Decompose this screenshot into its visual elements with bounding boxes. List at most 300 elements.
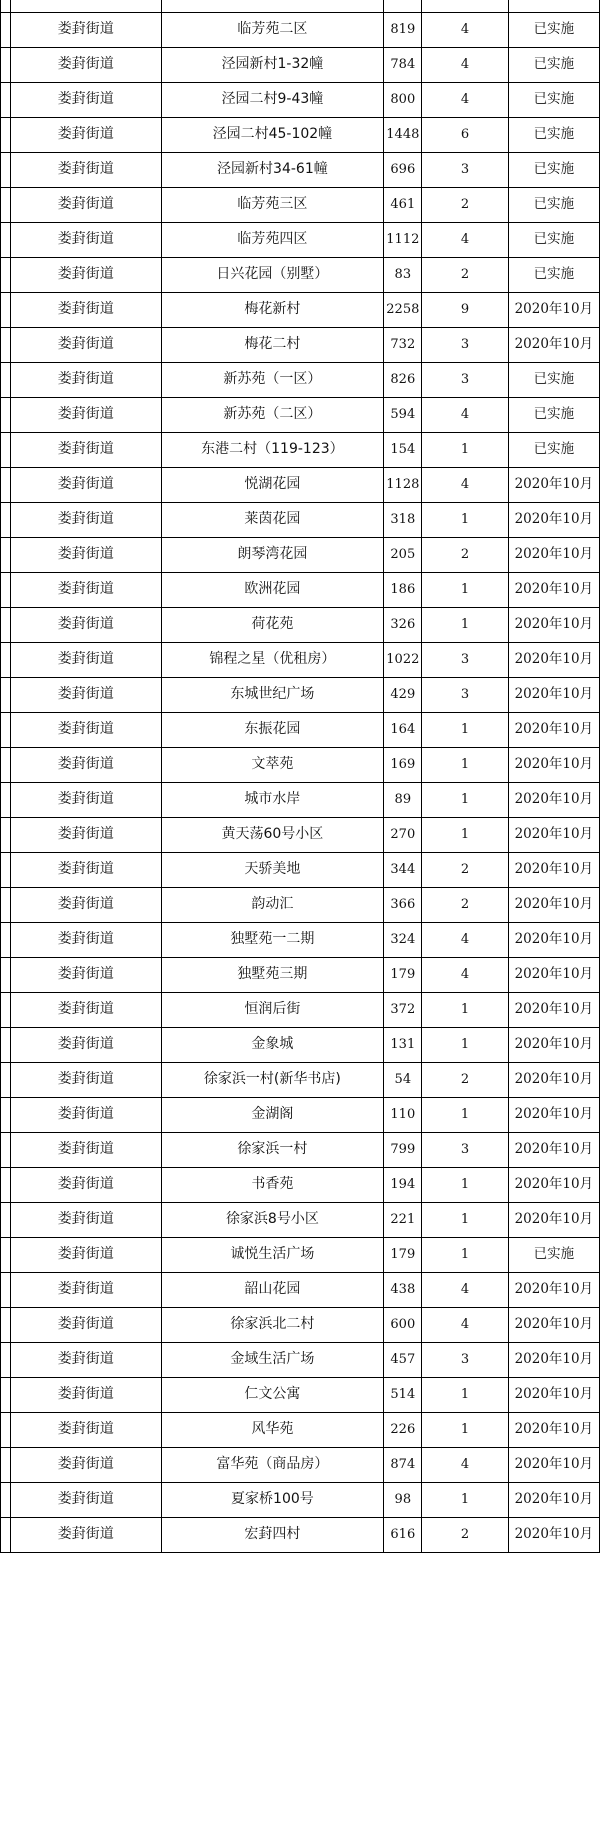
cell-community: 仁文公寓 xyxy=(161,1377,384,1412)
cell-points: 1 xyxy=(422,1202,508,1237)
cell-community: 莱茵花园 xyxy=(161,502,384,537)
cell-households: 179 xyxy=(384,957,422,992)
cell-households: 270 xyxy=(384,817,422,852)
cell-margin xyxy=(1,782,11,817)
cell-status: 2020年10月 xyxy=(508,537,599,572)
cell-street: 娄葑街道 xyxy=(11,1062,162,1097)
table-row xyxy=(1,1447,600,1482)
cell-points: 3 xyxy=(422,1342,508,1377)
table-row xyxy=(1,677,600,712)
cell-points: 3 xyxy=(422,642,508,677)
cell-points: 3 xyxy=(422,362,508,397)
cell-margin xyxy=(1,47,11,82)
cell-points: 1 xyxy=(422,1167,508,1202)
table-row xyxy=(1,572,600,607)
table-row xyxy=(1,537,600,572)
table-row xyxy=(1,1167,600,1202)
cell-street: 娄葑街道 xyxy=(11,502,162,537)
cell-community: 金湖阁 xyxy=(161,1097,384,1132)
cell-street: 娄葑街道 xyxy=(11,327,162,362)
cell-street: 娄葑街道 xyxy=(11,1447,162,1482)
cell-status: 2020年10月 xyxy=(508,852,599,887)
cell-status: 2020年10月 xyxy=(508,607,599,642)
cell-status: 已实施 xyxy=(508,362,599,397)
cell-street: 娄葑街道 xyxy=(11,152,162,187)
cell-community: 韵动汇 xyxy=(161,887,384,922)
cell-community xyxy=(161,0,384,12)
table-row xyxy=(1,1412,600,1447)
cell-street: 娄葑街道 xyxy=(11,1517,162,1552)
cell-street: 娄葑街道 xyxy=(11,1272,162,1307)
cell-margin xyxy=(1,747,11,782)
cell-street: 娄葑街道 xyxy=(11,712,162,747)
cell-households: 366 xyxy=(384,887,422,922)
cell-street: 娄葑街道 xyxy=(11,992,162,1027)
cell-points: 2 xyxy=(422,1517,508,1552)
cell-community: 荷花苑 xyxy=(161,607,384,642)
cell-status: 2020年10月 xyxy=(508,1447,599,1482)
cell-status: 2020年10月 xyxy=(508,1272,599,1307)
cell-households: 600 xyxy=(384,1307,422,1342)
cell-community: 徐家浜一村 xyxy=(161,1132,384,1167)
cell-margin xyxy=(1,397,11,432)
cell-points: 4 xyxy=(422,922,508,957)
cell-households: 514 xyxy=(384,1377,422,1412)
cell-community: 风华苑 xyxy=(161,1412,384,1447)
cell-street: 娄葑街道 xyxy=(11,1097,162,1132)
cell-community: 宏葑四村 xyxy=(161,1517,384,1552)
cell-margin xyxy=(1,1237,11,1272)
cell-points: 1 xyxy=(422,432,508,467)
cell-street: 娄葑街道 xyxy=(11,467,162,502)
cell-street xyxy=(11,0,162,12)
cell-street: 娄葑街道 xyxy=(11,432,162,467)
cell-community: 泾园新村1-32幢 xyxy=(161,47,384,82)
cell-status: 2020年10月 xyxy=(508,642,599,677)
cell-street: 娄葑街道 xyxy=(11,257,162,292)
cell-street: 娄葑街道 xyxy=(11,1237,162,1272)
cell-households: 457 xyxy=(384,1342,422,1377)
cell-margin xyxy=(1,537,11,572)
cell-points: 4 xyxy=(422,467,508,502)
cell-points: 2 xyxy=(422,852,508,887)
table-row xyxy=(1,82,600,117)
table-row xyxy=(1,1237,600,1272)
cell-community: 徐家浜一村(新华书店) xyxy=(161,1062,384,1097)
cell-households: 616 xyxy=(384,1517,422,1552)
cell-points: 4 xyxy=(422,1447,508,1482)
cell-community: 东振花园 xyxy=(161,712,384,747)
cell-status: 已实施 xyxy=(508,82,599,117)
cell-households: 194 xyxy=(384,1167,422,1202)
cell-points: 6 xyxy=(422,117,508,152)
table-row xyxy=(1,957,600,992)
cell-street: 娄葑街道 xyxy=(11,677,162,712)
cell-margin xyxy=(1,817,11,852)
cell-margin xyxy=(1,1342,11,1377)
cell-street: 娄葑街道 xyxy=(11,817,162,852)
cell-margin xyxy=(1,922,11,957)
cell-status: 2020年10月 xyxy=(508,782,599,817)
cell-points: 4 xyxy=(422,82,508,117)
cell-households: 54 xyxy=(384,1062,422,1097)
cell-community: 独墅苑一二期 xyxy=(161,922,384,957)
cell-status: 2020年10月 xyxy=(508,292,599,327)
cell-community: 悦湖花园 xyxy=(161,467,384,502)
cell-households: 696 xyxy=(384,152,422,187)
cell-status: 已实施 xyxy=(508,222,599,257)
cell-street: 娄葑街道 xyxy=(11,572,162,607)
cell-margin xyxy=(1,362,11,397)
cell-households: 784 xyxy=(384,47,422,82)
cell-status: 2020年10月 xyxy=(508,1132,599,1167)
cell-margin xyxy=(1,677,11,712)
table-row xyxy=(1,117,600,152)
cell-status: 已实施 xyxy=(508,187,599,222)
cell-points: 4 xyxy=(422,222,508,257)
cell-community: 城市水岸 xyxy=(161,782,384,817)
table-row xyxy=(1,1517,600,1552)
cell-margin xyxy=(1,432,11,467)
cell-community: 新苏苑（一区） xyxy=(161,362,384,397)
table-row xyxy=(1,1132,600,1167)
cell-households: 1112 xyxy=(384,222,422,257)
table-row xyxy=(1,1027,600,1062)
cell-points: 9 xyxy=(422,292,508,327)
cell-community: 诚悦生活广场 xyxy=(161,1237,384,1272)
cell-households: 429 xyxy=(384,677,422,712)
cell-points: 1 xyxy=(422,1482,508,1517)
cell-households: 318 xyxy=(384,502,422,537)
table-row xyxy=(1,1097,600,1132)
cell-households: 89 xyxy=(384,782,422,817)
cell-community: 夏家桥100号 xyxy=(161,1482,384,1517)
table-row xyxy=(1,292,600,327)
cell-points: 3 xyxy=(422,152,508,187)
table-row xyxy=(1,1377,600,1412)
cell-margin xyxy=(1,1447,11,1482)
table-row xyxy=(1,467,600,502)
cell-margin xyxy=(1,292,11,327)
cell-points: 2 xyxy=(422,1062,508,1097)
cell-status: 已实施 xyxy=(508,47,599,82)
cell-community: 东城世纪广场 xyxy=(161,677,384,712)
cell-status: 已实施 xyxy=(508,117,599,152)
cell-community: 欧洲花园 xyxy=(161,572,384,607)
cell-points: 1 xyxy=(422,1097,508,1132)
table-row xyxy=(1,502,600,537)
cell-community: 东港二村（119-123） xyxy=(161,432,384,467)
cell-status: 已实施 xyxy=(508,12,599,47)
cell-street: 娄葑街道 xyxy=(11,607,162,642)
cell-status: 2020年10月 xyxy=(508,957,599,992)
cell-margin xyxy=(1,607,11,642)
cell-community: 泾园二村9-43幢 xyxy=(161,82,384,117)
table-row xyxy=(1,922,600,957)
table-row xyxy=(1,397,600,432)
cell-points: 2 xyxy=(422,257,508,292)
cell-status: 已实施 xyxy=(508,257,599,292)
cell-street: 娄葑街道 xyxy=(11,852,162,887)
cell-community: 新苏苑（二区） xyxy=(161,397,384,432)
cell-community: 书香苑 xyxy=(161,1167,384,1202)
cell-points: 4 xyxy=(422,1307,508,1342)
cell-status: 2020年10月 xyxy=(508,1482,599,1517)
cell-community: 朗琴湾花园 xyxy=(161,537,384,572)
cell-status: 已实施 xyxy=(508,397,599,432)
cell-margin xyxy=(1,1132,11,1167)
cell-households xyxy=(384,0,422,12)
cell-margin xyxy=(1,1482,11,1517)
cell-households: 326 xyxy=(384,607,422,642)
cell-margin xyxy=(1,642,11,677)
table-row xyxy=(1,222,600,257)
cell-margin xyxy=(1,852,11,887)
cell-street: 娄葑街道 xyxy=(11,1202,162,1237)
cell-households: 131 xyxy=(384,1027,422,1062)
cell-status: 2020年10月 xyxy=(508,817,599,852)
cell-points: 4 xyxy=(422,47,508,82)
cell-households: 799 xyxy=(384,1132,422,1167)
cell-status: 已实施 xyxy=(508,432,599,467)
cell-status: 2020年10月 xyxy=(508,1342,599,1377)
cell-street: 娄葑街道 xyxy=(11,1412,162,1447)
cell-households: 164 xyxy=(384,712,422,747)
cell-margin xyxy=(1,222,11,257)
table-row xyxy=(1,327,600,362)
cell-street: 娄葑街道 xyxy=(11,292,162,327)
cell-points xyxy=(422,0,508,12)
cell-street: 娄葑街道 xyxy=(11,1307,162,1342)
cell-street: 娄葑街道 xyxy=(11,117,162,152)
cell-community: 文萃苑 xyxy=(161,747,384,782)
cell-households: 205 xyxy=(384,537,422,572)
cell-street: 娄葑街道 xyxy=(11,47,162,82)
cell-points: 1 xyxy=(422,817,508,852)
cell-street: 娄葑街道 xyxy=(11,1132,162,1167)
table-row xyxy=(1,747,600,782)
cell-status: 2020年10月 xyxy=(508,1167,599,1202)
cell-points: 3 xyxy=(422,677,508,712)
cell-margin xyxy=(1,327,11,362)
cell-points: 1 xyxy=(422,1027,508,1062)
cell-street: 娄葑街道 xyxy=(11,922,162,957)
cell-community: 黄天荡60号小区 xyxy=(161,817,384,852)
cell-margin xyxy=(1,1412,11,1447)
cell-community: 梅花二村 xyxy=(161,327,384,362)
cell-households: 594 xyxy=(384,397,422,432)
cell-points: 4 xyxy=(422,957,508,992)
cell-points: 4 xyxy=(422,12,508,47)
cell-street: 娄葑街道 xyxy=(11,1377,162,1412)
cell-margin xyxy=(1,1377,11,1412)
cell-households: 154 xyxy=(384,432,422,467)
table-row xyxy=(1,152,600,187)
cell-households: 874 xyxy=(384,1447,422,1482)
cell-street: 娄葑街道 xyxy=(11,887,162,922)
table-row xyxy=(1,992,600,1027)
cell-margin xyxy=(1,257,11,292)
table-row xyxy=(1,187,600,222)
cell-points: 4 xyxy=(422,397,508,432)
cell-points: 4 xyxy=(422,1272,508,1307)
cell-margin xyxy=(1,1517,11,1552)
cell-margin xyxy=(1,1167,11,1202)
cell-status: 2020年10月 xyxy=(508,992,599,1027)
cell-households: 1128 xyxy=(384,467,422,502)
cell-points: 1 xyxy=(422,1237,508,1272)
cell-households: 186 xyxy=(384,572,422,607)
cell-street: 娄葑街道 xyxy=(11,1167,162,1202)
table-row-partial xyxy=(1,0,600,12)
table-row xyxy=(1,1062,600,1097)
cell-households: 1448 xyxy=(384,117,422,152)
cell-status: 2020年10月 xyxy=(508,327,599,362)
cell-margin xyxy=(1,152,11,187)
cell-community: 梅花新村 xyxy=(161,292,384,327)
table-row xyxy=(1,362,600,397)
cell-households: 372 xyxy=(384,992,422,1027)
cell-status: 2020年10月 xyxy=(508,887,599,922)
cell-community: 临芳苑四区 xyxy=(161,222,384,257)
cell-status: 2020年10月 xyxy=(508,1307,599,1342)
cell-status: 2020年10月 xyxy=(508,1202,599,1237)
cell-street: 娄葑街道 xyxy=(11,12,162,47)
cell-households: 324 xyxy=(384,922,422,957)
cell-households: 83 xyxy=(384,257,422,292)
cell-community: 临芳苑二区 xyxy=(161,12,384,47)
cell-status: 2020年10月 xyxy=(508,1412,599,1447)
cell-points: 1 xyxy=(422,747,508,782)
cell-households: 819 xyxy=(384,12,422,47)
cell-households: 800 xyxy=(384,82,422,117)
cell-status: 2020年10月 xyxy=(508,922,599,957)
table-row xyxy=(1,257,600,292)
table-row xyxy=(1,607,600,642)
cell-households: 826 xyxy=(384,362,422,397)
cell-margin xyxy=(1,0,11,12)
cell-points: 2 xyxy=(422,187,508,222)
cell-status: 2020年10月 xyxy=(508,712,599,747)
cell-households: 2258 xyxy=(384,292,422,327)
cell-households: 110 xyxy=(384,1097,422,1132)
cell-status: 2020年10月 xyxy=(508,467,599,502)
cell-points: 3 xyxy=(422,1132,508,1167)
table-row xyxy=(1,12,600,47)
cell-status xyxy=(508,0,599,12)
cell-status: 2020年10月 xyxy=(508,1097,599,1132)
cell-status: 2020年10月 xyxy=(508,1377,599,1412)
table-row xyxy=(1,887,600,922)
cell-margin xyxy=(1,1202,11,1237)
cell-margin xyxy=(1,1062,11,1097)
table-row xyxy=(1,1307,600,1342)
cell-margin xyxy=(1,1307,11,1342)
cell-margin xyxy=(1,572,11,607)
cell-community: 富华苑（商品房） xyxy=(161,1447,384,1482)
cell-community: 恒润后街 xyxy=(161,992,384,1027)
cell-households: 98 xyxy=(384,1482,422,1517)
cell-margin xyxy=(1,957,11,992)
cell-points: 1 xyxy=(422,992,508,1027)
cell-households: 732 xyxy=(384,327,422,362)
cell-community: 锦程之星（优租房） xyxy=(161,642,384,677)
cell-community: 天骄美地 xyxy=(161,852,384,887)
cell-points: 1 xyxy=(422,572,508,607)
cell-community: 独墅苑三期 xyxy=(161,957,384,992)
cell-community: 泾园二村45-102幢 xyxy=(161,117,384,152)
cell-points: 1 xyxy=(422,1377,508,1412)
cell-street: 娄葑街道 xyxy=(11,222,162,257)
cell-margin xyxy=(1,12,11,47)
cell-margin xyxy=(1,1097,11,1132)
cell-street: 娄葑街道 xyxy=(11,957,162,992)
cell-points: 3 xyxy=(422,327,508,362)
cell-households: 344 xyxy=(384,852,422,887)
cell-community: 金象城 xyxy=(161,1027,384,1062)
cell-points: 1 xyxy=(422,502,508,537)
cell-community: 泾园新村34-61幢 xyxy=(161,152,384,187)
table-row xyxy=(1,817,600,852)
cell-households: 438 xyxy=(384,1272,422,1307)
cell-households: 221 xyxy=(384,1202,422,1237)
table-row xyxy=(1,1342,600,1377)
table-row xyxy=(1,1482,600,1517)
cell-margin xyxy=(1,502,11,537)
table-body xyxy=(1,0,600,1552)
cell-community: 金域生活广场 xyxy=(161,1342,384,1377)
cell-margin xyxy=(1,887,11,922)
cell-households: 1022 xyxy=(384,642,422,677)
table-row xyxy=(1,642,600,677)
cell-margin xyxy=(1,467,11,502)
cell-status: 2020年10月 xyxy=(508,502,599,537)
cell-community: 日兴花园（别墅） xyxy=(161,257,384,292)
cell-street: 娄葑街道 xyxy=(11,187,162,222)
cell-households: 226 xyxy=(384,1412,422,1447)
cell-margin xyxy=(1,82,11,117)
cell-households: 169 xyxy=(384,747,422,782)
cell-community: 徐家浜8号小区 xyxy=(161,1202,384,1237)
cell-points: 1 xyxy=(422,1412,508,1447)
cell-community: 临芳苑三区 xyxy=(161,187,384,222)
cell-community: 徐家浜北二村 xyxy=(161,1307,384,1342)
cell-households: 461 xyxy=(384,187,422,222)
cell-status: 2020年10月 xyxy=(508,677,599,712)
table-row xyxy=(1,1272,600,1307)
cell-street: 娄葑街道 xyxy=(11,82,162,117)
cell-status: 已实施 xyxy=(508,1237,599,1272)
cell-street: 娄葑街道 xyxy=(11,642,162,677)
cell-status: 2020年10月 xyxy=(508,747,599,782)
cell-status: 已实施 xyxy=(508,152,599,187)
cell-points: 2 xyxy=(422,537,508,572)
cell-points: 1 xyxy=(422,712,508,747)
table-row xyxy=(1,712,600,747)
cell-street: 娄葑街道 xyxy=(11,1342,162,1377)
table-row xyxy=(1,432,600,467)
cell-street: 娄葑街道 xyxy=(11,1482,162,1517)
cell-status: 2020年10月 xyxy=(508,572,599,607)
cell-households: 179 xyxy=(384,1237,422,1272)
cell-margin xyxy=(1,992,11,1027)
cell-margin xyxy=(1,712,11,747)
cell-points: 1 xyxy=(422,607,508,642)
cell-status: 2020年10月 xyxy=(508,1517,599,1552)
table-row xyxy=(1,47,600,82)
cell-street: 娄葑街道 xyxy=(11,747,162,782)
cell-street: 娄葑街道 xyxy=(11,537,162,572)
